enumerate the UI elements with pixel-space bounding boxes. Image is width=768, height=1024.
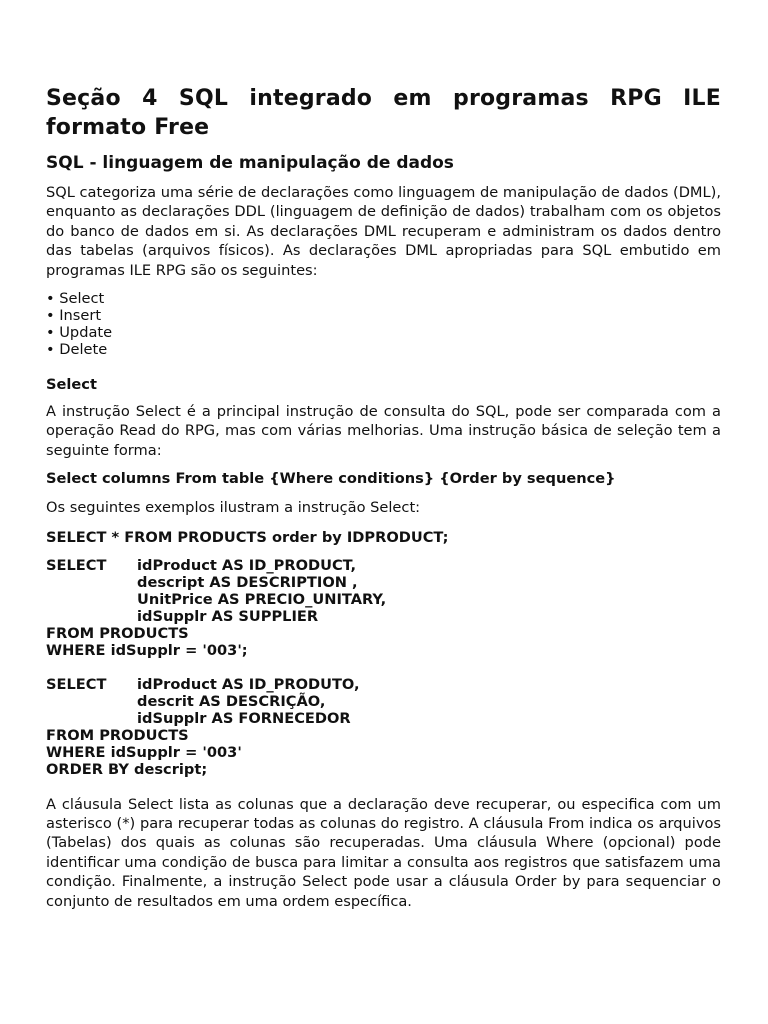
section-title: Seção 4 SQL integrado em programas RPG ILE formato Free [46, 86, 721, 140]
document-body [46, 84, 721, 911]
code-line [46, 710, 721, 727]
code-column: idProduct AS ID_PRODUTO, [137, 675, 360, 693]
code-column: UnitPrice AS PRECIO_UNITARY, [137, 590, 387, 608]
dml-list [46, 290, 721, 358]
select-description: A instrução Select é a principal instrução de consulta do SQL, pode ser comparada com a operação Read do RPG, mas com várias melhorias. Uma instrução básica de seleção tem a seguinte forma: [46, 403, 721, 459]
closing-paragraph: A cláusula Select lista as colunas que a declaração deve recuperar, ou especifica com um asterisco (*) para recuperar todas as colunas do registro. A cláusula From indica os arquivos (Tabelas) dos quais as colunas são recuperadas. Uma cláusula Where (opcional) pode identificar uma condição de busca para limitar a consulta aos registros que satisfazem uma condição. Finalmente, a instrução Select pode usar a cláusula Order by para sequenciar o conjunto de resultados em uma ordem específica. [46, 795, 721, 910]
list-item: • Update [46, 324, 721, 341]
code-column: idSupplr AS SUPPLIER [137, 607, 319, 625]
code-line: FROM PRODUCTS [46, 624, 189, 642]
code-column: descript AS DESCRIPTION , [137, 573, 358, 591]
select-heading: Select [46, 376, 97, 394]
code-line: WHERE idSupplr = '003'; [46, 641, 248, 659]
code-line [46, 574, 721, 591]
code-line [46, 608, 721, 625]
code-column: idProduct AS ID_PRODUCT, [137, 556, 357, 574]
code-example-2 [46, 676, 721, 778]
code-keyword: SELECT [46, 556, 107, 574]
code-example-1 [46, 557, 721, 659]
code-line: WHERE idSupplr = '003' [46, 743, 242, 761]
code-column: descrit AS DESCRIÇÃO, [137, 692, 326, 710]
list-item: • Insert [46, 307, 721, 324]
code-line: FROM PRODUCTS [46, 726, 189, 744]
code-example-simple: SELECT * FROM PRODUCTS order by IDPRODUCT; [46, 528, 449, 546]
code-line [46, 557, 721, 574]
code-keyword: SELECT [46, 675, 107, 693]
code-line: ORDER BY descript; [46, 760, 208, 778]
code-column: idSupplr AS FORNECEDOR [137, 709, 351, 727]
code-line [46, 676, 721, 693]
select-syntax: Select columns From table {Where conditions} {Order by sequence} [46, 470, 616, 488]
code-line [46, 591, 721, 608]
section-subtitle: SQL - linguagem de manipulação de dados [46, 153, 454, 173]
list-item: • Select [46, 290, 721, 307]
examples-intro: Os seguintes exemplos ilustram a instrução Select: [46, 499, 421, 517]
code-line [46, 693, 721, 710]
intro-paragraph: SQL categoriza uma série de declarações como linguagem de manipulação de dados (DML), enquanto as declarações DDL (linguagem de definição de dados) trabalham com os objetos do banco de dados em si. As declarações DML recuperam e administram os dados dentro das tabelas (arquivos físicos). As declarações DML apropriadas para SQL embutido em programas ILE RPG são os seguintes: [46, 184, 721, 279]
list-item: • Delete [46, 341, 721, 358]
